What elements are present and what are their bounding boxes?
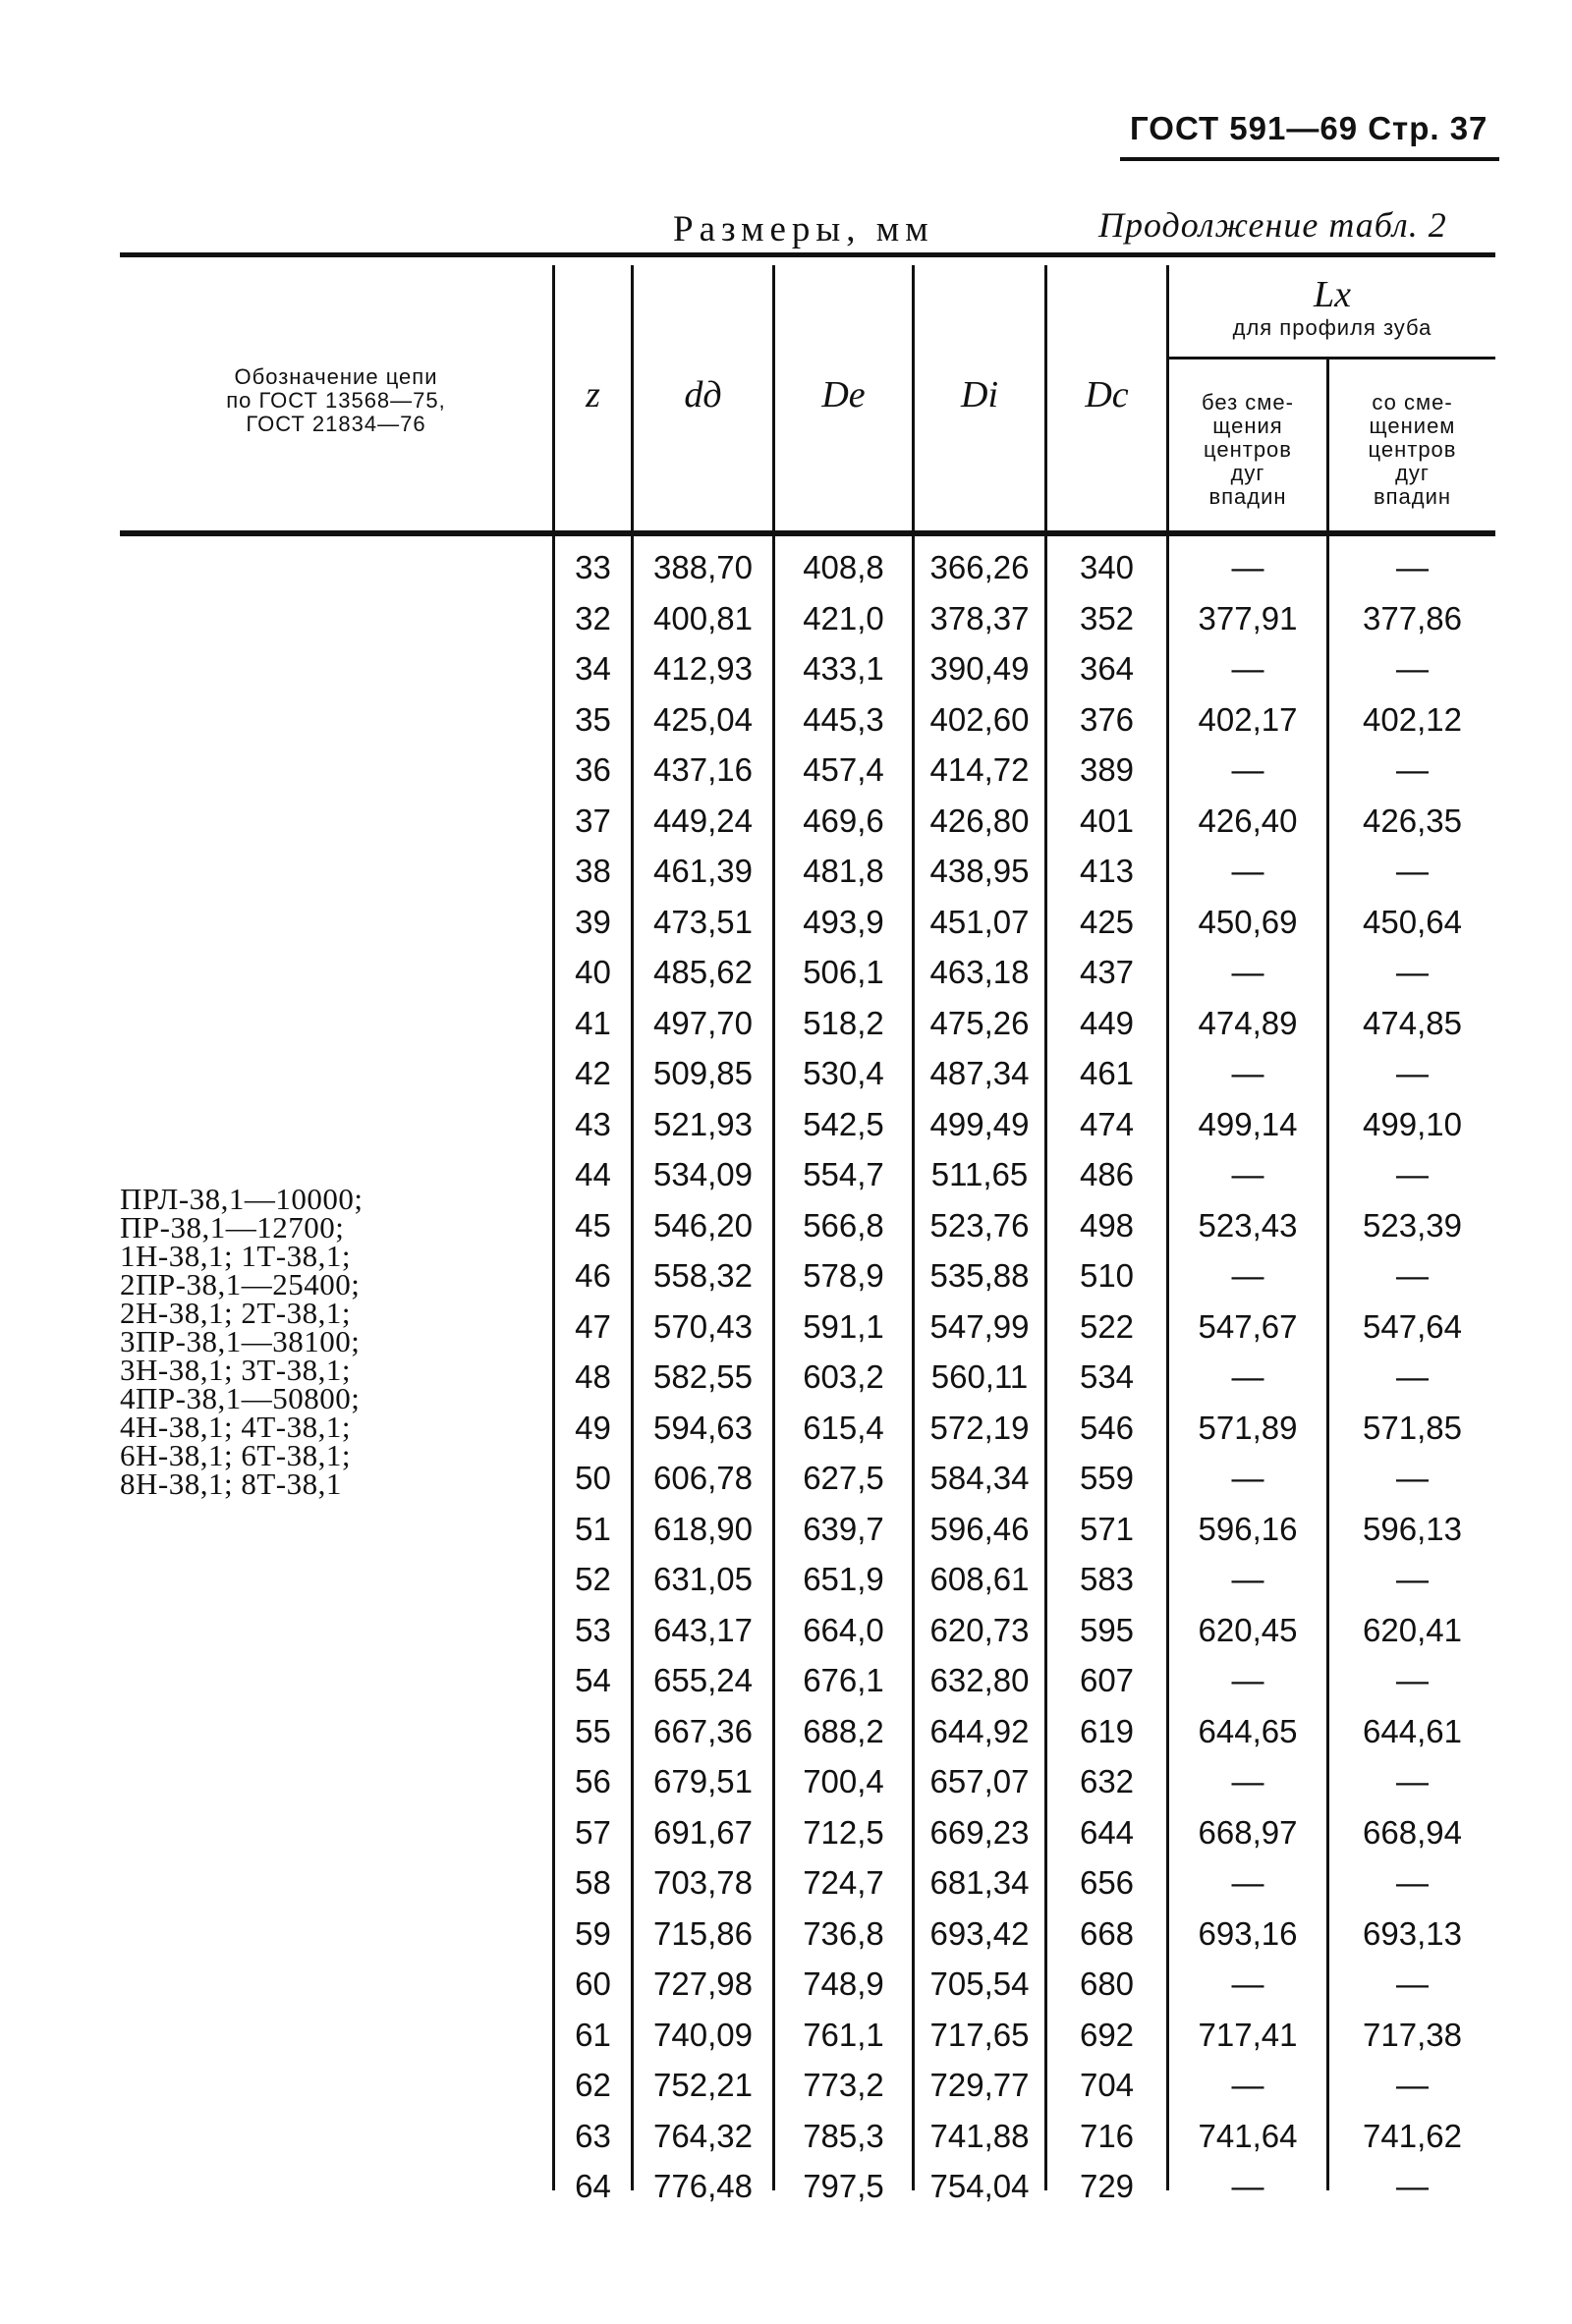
cell-dd: 643,17 xyxy=(653,1612,753,1648)
cell-dc: 704 xyxy=(1079,2067,1135,2103)
designation-line: 8Н-38,1; 8Т-38,1 xyxy=(120,1466,342,1501)
cell-lx-with-shift: 523,39 xyxy=(1363,1207,1462,1244)
cell-di: 681,34 xyxy=(929,1864,1030,1901)
cell-dc: 680 xyxy=(1079,1965,1135,2002)
cell-lx-no-shift: — xyxy=(1231,1358,1264,1395)
cell-z: 52 xyxy=(575,1561,611,1597)
cell-z: 54 xyxy=(575,1662,611,1698)
cell-dd: 776,48 xyxy=(653,2168,753,2204)
cell-de: 700,4 xyxy=(803,1763,884,1799)
cell-de: 627,5 xyxy=(803,1460,884,1496)
cell-lx-with-shift: 571,85 xyxy=(1363,1410,1462,1446)
cell-de: 469,6 xyxy=(803,802,884,839)
cell-dd: 388,70 xyxy=(653,549,753,585)
cell-di: 547,99 xyxy=(929,1308,1030,1345)
cell-dc: 461 xyxy=(1079,1055,1135,1091)
cell-z: 47 xyxy=(575,1308,611,1345)
cell-lx-with-shift: — xyxy=(1396,549,1429,585)
cell-lx-with-shift: 596,13 xyxy=(1363,1511,1462,1547)
cell-dc: 413 xyxy=(1079,853,1135,889)
cell-dd: 546,20 xyxy=(653,1207,753,1244)
cell-lx-no-shift: — xyxy=(1231,1965,1264,2002)
cell-lx-with-shift: — xyxy=(1396,954,1429,990)
cell-dd: 691,67 xyxy=(653,1814,753,1851)
cell-lx-no-shift: 741,64 xyxy=(1198,2118,1298,2154)
cell-dc: 425 xyxy=(1079,904,1135,940)
cell-dd: 655,24 xyxy=(653,1662,753,1698)
cell-de: 421,0 xyxy=(803,600,884,636)
cell-dd: 461,39 xyxy=(653,853,753,889)
cell-lx-with-shift: — xyxy=(1396,853,1429,889)
cell-dc: 607 xyxy=(1079,1662,1135,1698)
cell-di: 608,61 xyxy=(929,1561,1030,1597)
cell-dd: 437,16 xyxy=(653,751,753,788)
cell-dd: 764,32 xyxy=(653,2118,753,2154)
cell-di: 705,54 xyxy=(929,1965,1030,2002)
cell-di: 511,65 xyxy=(930,1156,1029,1192)
cell-lx-no-shift: — xyxy=(1231,2168,1264,2204)
cell-z: 56 xyxy=(575,1763,611,1799)
cell-dd: 582,55 xyxy=(653,1358,753,1395)
cell-dd: 703,78 xyxy=(653,1864,753,1901)
cell-lx-with-shift: 547,64 xyxy=(1363,1308,1462,1345)
cell-z: 34 xyxy=(575,650,611,687)
cell-lx-with-shift: — xyxy=(1396,2168,1429,2204)
cell-lx-with-shift: — xyxy=(1396,1864,1429,1901)
designation-line: 3ПР-38,1—38100; xyxy=(120,1324,361,1358)
cell-lx-no-shift: 377,91 xyxy=(1198,600,1298,636)
cell-lx-no-shift: 474,89 xyxy=(1198,1005,1298,1041)
cell-lx-with-shift: 620,41 xyxy=(1363,1612,1462,1648)
cell-z: 33 xyxy=(575,549,611,585)
cell-lx-no-shift: — xyxy=(1231,1662,1264,1698)
cell-lx-with-shift: — xyxy=(1396,1965,1429,2002)
cell-dc: 522 xyxy=(1079,1308,1135,1345)
cell-lx-with-shift: 402,12 xyxy=(1363,701,1462,738)
header-rule xyxy=(1120,157,1499,161)
cell-lx-with-shift: — xyxy=(1396,650,1429,687)
cell-z: 35 xyxy=(575,701,611,738)
cell-lx-with-shift: — xyxy=(1396,1055,1429,1091)
cell-lx-no-shift: 547,67 xyxy=(1198,1308,1298,1345)
cell-di: 693,42 xyxy=(929,1915,1030,1952)
cell-lx-with-shift: 499,10 xyxy=(1363,1106,1462,1142)
cell-di: 378,37 xyxy=(929,600,1030,636)
cell-di: 487,34 xyxy=(929,1055,1030,1091)
cell-lx-with-shift: — xyxy=(1396,1460,1429,1496)
cell-de: 542,5 xyxy=(803,1106,884,1142)
cell-dd: 534,09 xyxy=(653,1156,753,1192)
cell-de: 724,7 xyxy=(803,1864,884,1901)
designation-line: 4Н-38,1; 4Т-38,1; xyxy=(120,1410,351,1444)
cell-z: 53 xyxy=(575,1612,611,1648)
cell-lx-with-shift: — xyxy=(1396,1358,1429,1395)
cell-di: 669,23 xyxy=(929,1814,1030,1851)
cell-dc: 389 xyxy=(1079,751,1135,788)
cell-de: 615,4 xyxy=(803,1410,884,1446)
cell-de: 639,7 xyxy=(803,1511,884,1547)
cell-lx-with-shift: 693,13 xyxy=(1363,1915,1462,1952)
cell-z: 42 xyxy=(575,1055,611,1091)
cell-dc: 583 xyxy=(1079,1561,1135,1597)
cell-dc: 498 xyxy=(1079,1207,1135,1244)
cell-lx-no-shift: — xyxy=(1231,1460,1264,1496)
cell-de: 408,8 xyxy=(803,549,884,585)
cell-dc: 559 xyxy=(1079,1460,1135,1496)
cell-de: 554,7 xyxy=(803,1156,884,1192)
cell-lx-no-shift: 499,14 xyxy=(1198,1106,1298,1142)
designation-line: ПРЛ-38,1—10000; xyxy=(120,1182,364,1216)
cell-dc: 619 xyxy=(1079,1713,1135,1749)
cell-z: 63 xyxy=(575,2118,611,2154)
cell-di: 438,95 xyxy=(929,853,1030,889)
z-header: z xyxy=(586,374,600,415)
cell-lx-no-shift: — xyxy=(1231,549,1264,585)
cell-lx-no-shift: — xyxy=(1231,751,1264,788)
cell-dc: 437 xyxy=(1079,954,1135,990)
cell-lx-no-shift: 450,69 xyxy=(1198,904,1298,940)
cell-z: 40 xyxy=(575,954,611,990)
cell-lx-no-shift: — xyxy=(1231,1055,1264,1091)
cell-dc: 644 xyxy=(1079,1814,1135,1851)
cell-de: 773,2 xyxy=(803,2067,884,2103)
cell-de: 493,9 xyxy=(803,904,884,940)
cell-dd: 485,62 xyxy=(653,954,753,990)
cell-de: 433,1 xyxy=(803,650,884,687)
cell-z: 46 xyxy=(575,1257,611,1294)
cell-di: 523,76 xyxy=(929,1207,1030,1244)
cell-lx-with-shift: 426,35 xyxy=(1363,802,1462,839)
cell-lx-no-shift: — xyxy=(1231,1763,1264,1799)
cell-lx-no-shift: — xyxy=(1231,1561,1264,1597)
cell-z: 39 xyxy=(575,904,611,940)
cell-dc: 656 xyxy=(1079,1864,1135,1901)
cell-z: 57 xyxy=(575,1814,611,1851)
cell-di: 620,73 xyxy=(929,1612,1030,1648)
cell-de: 481,8 xyxy=(803,853,884,889)
cell-z: 44 xyxy=(575,1156,611,1192)
designation-line: 2Н-38,1; 2Т-38,1; xyxy=(120,1296,351,1330)
cell-di: 402,60 xyxy=(929,701,1030,738)
cell-lx-no-shift: — xyxy=(1231,1864,1264,1901)
cell-lx-with-shift: 644,61 xyxy=(1363,1713,1462,1749)
cell-lx-no-shift: — xyxy=(1231,954,1264,990)
cell-dd: 715,86 xyxy=(653,1915,753,1952)
cell-di: 717,65 xyxy=(929,2017,1030,2053)
with-shift-header: со сме- щением центров дуг впадин xyxy=(1368,390,1457,509)
cell-z: 51 xyxy=(575,1511,611,1547)
cell-de: 712,5 xyxy=(803,1814,884,1851)
cell-di: 729,77 xyxy=(929,2067,1030,2103)
cell-dd: 521,93 xyxy=(653,1106,753,1142)
cell-lx-with-shift: — xyxy=(1396,2067,1429,2103)
cell-lx-no-shift: — xyxy=(1231,853,1264,889)
cell-z: 43 xyxy=(575,1106,611,1142)
cell-de: 445,3 xyxy=(803,701,884,738)
cell-dd: 509,85 xyxy=(653,1055,753,1091)
cell-de: 566,8 xyxy=(803,1207,884,1244)
cell-dc: 449 xyxy=(1079,1005,1135,1041)
cell-lx-with-shift: 741,62 xyxy=(1363,2118,1462,2154)
cell-z: 41 xyxy=(575,1005,611,1041)
cell-dd: 400,81 xyxy=(653,600,753,636)
cell-dd: 679,51 xyxy=(653,1763,753,1799)
cell-lx-with-shift: — xyxy=(1396,1763,1429,1799)
cell-de: 591,1 xyxy=(803,1308,884,1345)
cell-lx-with-shift: 450,64 xyxy=(1363,904,1462,940)
cell-di: 632,80 xyxy=(929,1662,1030,1698)
cell-lx-no-shift: 596,16 xyxy=(1198,1511,1298,1547)
cell-di: 644,92 xyxy=(929,1713,1030,1749)
table-top-rule xyxy=(120,252,1495,257)
cell-di: 426,80 xyxy=(929,802,1030,839)
cell-lx-no-shift: — xyxy=(1231,2067,1264,2103)
cell-dd: 667,36 xyxy=(653,1713,753,1749)
cell-de: 664,0 xyxy=(803,1612,884,1648)
cell-di: 572,19 xyxy=(929,1410,1030,1446)
cell-dc: 692 xyxy=(1079,2017,1135,2053)
cell-lx-no-shift: 620,45 xyxy=(1198,1612,1298,1648)
cell-lx-no-shift: — xyxy=(1231,1257,1264,1294)
cell-dd: 473,51 xyxy=(653,904,753,940)
designation-line: ПР-38,1—12700; xyxy=(120,1210,345,1245)
table-header-bottom-rule xyxy=(120,530,1495,536)
cell-de: 676,1 xyxy=(803,1662,884,1698)
cell-dc: 510 xyxy=(1079,1257,1135,1294)
cell-z: 37 xyxy=(575,802,611,839)
cell-de: 748,9 xyxy=(803,1965,884,2002)
cell-z: 58 xyxy=(575,1864,611,1901)
cell-dc: 546 xyxy=(1079,1410,1135,1446)
cell-di: 390,49 xyxy=(929,650,1030,687)
cell-di: 560,11 xyxy=(930,1358,1029,1395)
cell-lx-with-shift: — xyxy=(1396,751,1429,788)
cell-dc: 364 xyxy=(1079,650,1135,687)
cell-lx-no-shift: 571,89 xyxy=(1198,1410,1298,1446)
cell-z: 45 xyxy=(575,1207,611,1244)
cell-di: 451,07 xyxy=(929,904,1030,940)
cell-lx-with-shift: — xyxy=(1396,1662,1429,1698)
cell-dd: 594,63 xyxy=(653,1410,753,1446)
continuation-caption: Продолжение табл. 2 xyxy=(1098,205,1447,245)
lx-header: Lx xyxy=(1314,274,1351,315)
cell-z: 61 xyxy=(575,2017,611,2053)
dc-header: Dc xyxy=(1085,374,1129,415)
designation-line: 4ПР-38,1—50800; xyxy=(120,1381,361,1415)
cell-lx-with-shift: — xyxy=(1396,1257,1429,1294)
cell-de: 578,9 xyxy=(803,1257,884,1294)
cell-z: 36 xyxy=(575,751,611,788)
cell-dc: 729 xyxy=(1079,2168,1135,2204)
de-header: De xyxy=(821,374,866,415)
cell-di: 535,88 xyxy=(929,1257,1030,1294)
cell-dd: 631,05 xyxy=(653,1561,753,1597)
cell-de: 736,8 xyxy=(803,1915,884,1952)
cell-lx-with-shift: 377,86 xyxy=(1363,600,1462,636)
cell-z: 55 xyxy=(575,1713,611,1749)
cell-lx-no-shift: 402,17 xyxy=(1198,701,1298,738)
cell-de: 530,4 xyxy=(803,1055,884,1091)
cell-dc: 632 xyxy=(1079,1763,1135,1799)
cell-di: 754,04 xyxy=(929,2168,1030,2204)
cell-lx-no-shift: — xyxy=(1231,650,1264,687)
cell-de: 651,9 xyxy=(803,1561,884,1597)
cell-di: 414,72 xyxy=(929,751,1030,788)
designation-line: 2ПР-38,1—25400; xyxy=(120,1267,361,1301)
cell-di: 499,49 xyxy=(929,1106,1030,1142)
cell-de: 518,2 xyxy=(803,1005,884,1041)
cell-dd: 558,32 xyxy=(653,1257,753,1294)
designation-header: Обозначение цепи по ГОСТ 13568—75, ГОСТ 21834—76 xyxy=(226,364,446,436)
chain-designation-list xyxy=(120,1182,364,1501)
cell-dd: 412,93 xyxy=(653,650,753,687)
cell-de: 761,1 xyxy=(803,2017,884,2053)
cell-z: 60 xyxy=(575,1965,611,2002)
page-header: ГОСТ 591—69 Стр. 37 xyxy=(1130,110,1488,146)
no-shift-header: без сме- щения центров дуг впадин xyxy=(1202,390,1294,509)
cell-lx-no-shift: — xyxy=(1231,1156,1264,1192)
cell-z: 49 xyxy=(575,1410,611,1446)
cell-lx-with-shift: 474,85 xyxy=(1363,1005,1462,1041)
cell-dd: 740,09 xyxy=(653,2017,753,2053)
units-caption: Размеры, мм xyxy=(673,209,934,249)
cell-z: 50 xyxy=(575,1460,611,1496)
cell-lx-no-shift: 668,97 xyxy=(1198,1814,1298,1851)
cell-dd: 618,90 xyxy=(653,1511,753,1547)
cell-di: 366,26 xyxy=(929,549,1030,585)
cell-dc: 486 xyxy=(1079,1156,1135,1192)
cell-di: 596,46 xyxy=(929,1511,1030,1547)
cell-de: 688,2 xyxy=(803,1713,884,1749)
designation-line: 1Н-38,1; 1Т-38,1; xyxy=(120,1239,351,1273)
designation-line: 6Н-38,1; 6Т-38,1; xyxy=(120,1438,351,1472)
cell-dd: 727,98 xyxy=(653,1965,753,2002)
cell-dc: 376 xyxy=(1079,701,1135,738)
cell-dc: 668 xyxy=(1079,1915,1135,1952)
cell-dd: 449,24 xyxy=(653,802,753,839)
cell-lx-no-shift: 426,40 xyxy=(1198,802,1298,839)
cell-de: 785,3 xyxy=(803,2118,884,2154)
cell-z: 64 xyxy=(575,2168,611,2204)
cell-z: 32 xyxy=(575,600,611,636)
cell-dc: 340 xyxy=(1079,549,1135,585)
cell-dd: 570,43 xyxy=(653,1308,753,1345)
cell-z: 59 xyxy=(575,1915,611,1952)
cell-dc: 474 xyxy=(1079,1106,1135,1142)
cell-lx-with-shift: 717,38 xyxy=(1363,2017,1462,2053)
cell-z: 62 xyxy=(575,2067,611,2103)
cell-de: 457,4 xyxy=(803,751,884,788)
cell-dd: 752,21 xyxy=(653,2067,753,2103)
cell-dd: 425,04 xyxy=(653,701,753,738)
cell-di: 463,18 xyxy=(929,954,1030,990)
cell-di: 584,34 xyxy=(929,1460,1030,1496)
dd-header: dд xyxy=(684,374,722,415)
cell-dd: 497,70 xyxy=(653,1005,753,1041)
cell-lx-no-shift: 717,41 xyxy=(1198,2017,1298,2053)
cell-z: 38 xyxy=(575,853,611,889)
cell-lx-no-shift: 523,43 xyxy=(1198,1207,1298,1244)
cell-de: 603,2 xyxy=(803,1358,884,1395)
cell-lx-with-shift: — xyxy=(1396,1561,1429,1597)
cell-lx-no-shift: 693,16 xyxy=(1198,1915,1298,1952)
di-header: Di xyxy=(961,374,998,415)
cell-dc: 716 xyxy=(1079,2118,1135,2154)
cell-z: 48 xyxy=(575,1358,611,1395)
cell-lx-with-shift: 668,94 xyxy=(1363,1814,1462,1851)
cell-di: 657,07 xyxy=(929,1763,1030,1799)
cell-dd: 606,78 xyxy=(653,1460,753,1496)
cell-dc: 571 xyxy=(1079,1511,1135,1547)
cell-lx-with-shift: — xyxy=(1396,1156,1429,1192)
cell-de: 797,5 xyxy=(803,2168,884,2204)
lx-divider xyxy=(1167,357,1495,360)
cell-dc: 595 xyxy=(1079,1612,1135,1648)
cell-di: 741,88 xyxy=(929,2118,1030,2154)
cell-di: 475,26 xyxy=(929,1005,1030,1041)
cell-dc: 534 xyxy=(1079,1358,1135,1395)
cell-de: 506,1 xyxy=(803,954,884,990)
cell-dc: 352 xyxy=(1079,600,1135,636)
designation-line: 3Н-38,1; 3Т-38,1; xyxy=(120,1353,351,1387)
cell-lx-no-shift: 644,65 xyxy=(1198,1713,1298,1749)
lx-subheader: для профиля зуба xyxy=(1232,315,1432,340)
cell-dc: 401 xyxy=(1079,802,1135,839)
